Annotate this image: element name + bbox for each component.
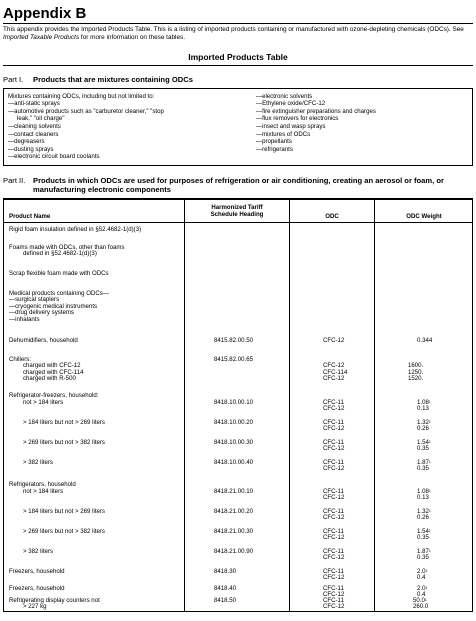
odc-value bbox=[323, 420, 363, 433]
odc-line: CFC-12 bbox=[323, 445, 345, 453]
weight-line: 0.35 bbox=[417, 445, 429, 453]
list-item: —electronic circuit board coolants bbox=[8, 153, 100, 161]
odc-weight bbox=[408, 363, 468, 383]
odc-weight bbox=[417, 420, 476, 433]
weight-line: 1.54 bbox=[417, 527, 429, 535]
weight-line: 1.87 bbox=[417, 547, 429, 555]
tariff-code: 8418.21.00.20 bbox=[214, 507, 253, 515]
product-line: —cryogenic medical instruments bbox=[9, 302, 98, 310]
footnote-mark: 1 bbox=[428, 528, 431, 533]
header-odc-weight: ODC Weight bbox=[406, 212, 442, 220]
product-name: > 184 liters but not > 269 liters bbox=[23, 507, 105, 515]
product-name: Refrigerator-freezers, household: bbox=[9, 391, 99, 399]
odc-line: CFC-11 bbox=[323, 487, 344, 495]
list-item: —fire extinguisher preparations and charges bbox=[256, 107, 376, 115]
product-line: —inhalants bbox=[9, 315, 40, 323]
tariff-code: 8418.10.00.10 bbox=[214, 398, 253, 406]
list-item: —dusting sprays bbox=[8, 145, 54, 153]
odc-weight bbox=[417, 460, 476, 473]
odc-weight bbox=[417, 569, 476, 582]
weight-line: 0.35 bbox=[417, 534, 429, 542]
appendix-title: Appendix B bbox=[3, 5, 87, 22]
weight-line: 0.13 bbox=[417, 405, 429, 413]
product-name: Dehumidifiers, household bbox=[9, 336, 78, 344]
weight-line: 0.26 bbox=[417, 514, 429, 522]
product-name: Rigid foam insulation defined in §52.4682-1(d)(3) bbox=[9, 225, 142, 233]
list-item: —degreasers bbox=[8, 138, 45, 146]
column-divider bbox=[289, 200, 290, 611]
tariff-code: 8415.82.00.65 bbox=[214, 355, 253, 363]
weight-line: 1.08 bbox=[417, 398, 429, 406]
odc-value bbox=[323, 598, 363, 611]
title-rule bbox=[3, 23, 473, 24]
odc-line: CFC-12 bbox=[323, 514, 345, 522]
weight-line: 50.0 bbox=[413, 596, 425, 604]
tariff-code: 8418.21.00.90 bbox=[214, 547, 253, 555]
list-item: —anti-static sprays bbox=[8, 100, 60, 108]
odc-line: CFC-114 bbox=[323, 368, 348, 376]
footnote-mark: 1 bbox=[425, 585, 428, 590]
odc-line: CFC-12 bbox=[323, 465, 345, 473]
odc-line: CFC-11 bbox=[323, 547, 344, 555]
weight-line: 1.32 bbox=[417, 507, 429, 515]
product-name: > 382 liters bbox=[23, 458, 53, 466]
list-item: —mixtures of ODCs bbox=[256, 130, 311, 138]
footnote-mark: 1 bbox=[428, 548, 431, 553]
product-name: > 184 liters but not > 269 liters bbox=[23, 418, 105, 426]
product-name: > 269 liters but not > 382 liters bbox=[23, 438, 105, 446]
part2-title: Products in which ODCs are used for purposes of refrigeration or air conditioning, creating an aerosol or foam, or manufacturing electronic components bbox=[33, 175, 444, 194]
odc-value bbox=[323, 529, 363, 542]
weight-line: 0.13 bbox=[417, 494, 429, 502]
weight-line: 0.4 bbox=[417, 574, 426, 582]
weight-line: 1.87 bbox=[417, 458, 429, 466]
odc-line: CFC-11 bbox=[323, 584, 344, 592]
header-tariff-code bbox=[185, 204, 289, 218]
weight-line: 1600. bbox=[408, 362, 424, 370]
product-line: > 227 kg bbox=[23, 603, 47, 611]
weight-line: 0.26 bbox=[417, 425, 429, 433]
odc-value bbox=[323, 440, 363, 453]
list-item: —contact cleaners bbox=[8, 130, 59, 138]
tariff-code: 8418.10.00.20 bbox=[214, 418, 253, 426]
product-name: Scrap flexible foam made with ODCs bbox=[9, 269, 109, 277]
footnote-mark: 1 bbox=[428, 508, 431, 513]
product-line: charged with R-500 bbox=[23, 375, 76, 383]
tariff-code: 8418.40 bbox=[214, 584, 237, 592]
list-item: —electronic solvents bbox=[256, 92, 313, 100]
odc-weight bbox=[417, 549, 476, 562]
table-title: Imported Products Table bbox=[188, 51, 288, 62]
list-item: —automotive products such as "carburetor cleaner," "stop bbox=[8, 107, 164, 115]
odc-value bbox=[323, 400, 363, 413]
intro-italic-ref: Imported Taxable Products bbox=[3, 33, 80, 41]
tariff-code: 8418.21.00.30 bbox=[214, 527, 253, 535]
header-odc: ODC bbox=[325, 212, 339, 220]
part1-number: Part I. bbox=[3, 74, 24, 84]
odc-value bbox=[323, 489, 363, 502]
odc-line: CFC-11 bbox=[323, 527, 344, 535]
weight-line: 2.0 bbox=[417, 584, 426, 592]
footnote-mark: 1 bbox=[428, 488, 431, 493]
footnote-mark: 1 bbox=[428, 459, 431, 464]
product-line: charged with CFC-12 bbox=[23, 362, 81, 370]
odc-line: CFC-12 bbox=[323, 375, 345, 383]
odc-value bbox=[323, 460, 363, 473]
product-line: Refrigerating display counters not bbox=[9, 596, 100, 604]
product-name bbox=[9, 245, 174, 258]
odc-weight bbox=[417, 400, 476, 413]
part2-number: Part II. bbox=[3, 175, 26, 185]
tariff-code: 8418.21.00.10 bbox=[214, 487, 253, 495]
product-line: defined in §52.4682-1(d)(3) bbox=[23, 250, 97, 258]
odc-line: CFC-11 bbox=[323, 567, 344, 575]
odc-line: CFC-12 bbox=[323, 494, 345, 502]
odc-line: CFC-11 bbox=[323, 458, 344, 466]
list-item: —Ethylene oxide/CFC-12 bbox=[256, 100, 326, 108]
odc-line: CFC-11 bbox=[323, 438, 344, 446]
odc-weight bbox=[417, 489, 476, 502]
part1-lead: Mixtures containing ODCs, including but not limited to: bbox=[8, 92, 155, 100]
odc-weight: 0.344 bbox=[417, 336, 433, 344]
part1-right-list bbox=[256, 93, 466, 154]
weight-line: 0.35 bbox=[417, 554, 429, 562]
product-line: charged with CFC-114 bbox=[23, 368, 84, 376]
product-line: Foams made with ODCs, other than foams bbox=[9, 243, 125, 251]
header-tariff-line1: Harmonized Tariff bbox=[211, 203, 263, 211]
footnote-mark: 1 bbox=[424, 597, 427, 602]
list-item: —insect and wasp sprays bbox=[256, 122, 326, 130]
column-divider bbox=[374, 200, 375, 611]
tariff-code: 8418.10.00.40 bbox=[214, 458, 253, 466]
tariff-code: 8415.82.00.50 bbox=[214, 336, 253, 344]
odc-line: CFC-11 bbox=[323, 596, 344, 604]
weight-line: 1250. bbox=[408, 368, 424, 376]
product-line: Chillers: bbox=[9, 355, 32, 363]
product-name bbox=[9, 291, 174, 324]
product-name: > 382 liters bbox=[23, 547, 53, 555]
part1-title: Products that are mixtures containing ODCs bbox=[33, 74, 193, 84]
product-line: —drug delivery systems bbox=[9, 309, 75, 317]
footnote-mark: 1 bbox=[428, 419, 431, 424]
table-header bbox=[4, 200, 472, 223]
weight-line: 1.08 bbox=[417, 487, 429, 495]
odc-line: CFC-11 bbox=[323, 418, 344, 426]
product-name: not > 184 liters bbox=[23, 398, 64, 406]
footnote-mark: 1 bbox=[428, 439, 431, 444]
odc-value bbox=[323, 363, 363, 383]
product-line: —surgical staplers bbox=[9, 296, 60, 304]
weight-line: 0.4 bbox=[417, 591, 426, 599]
product-name: Refrigerators, household bbox=[9, 480, 76, 488]
table-title-rule bbox=[3, 65, 473, 66]
weight-line: 1520. bbox=[408, 375, 424, 383]
odc-line: CFC-12 bbox=[323, 574, 345, 582]
document-page bbox=[3, 6, 473, 612]
product-name bbox=[9, 357, 174, 383]
odc-line: CFC-12 bbox=[323, 591, 345, 599]
header-product-name: Product Name bbox=[9, 212, 51, 220]
product-name: not > 184 liters bbox=[23, 487, 64, 495]
list-item: —cleaning solvents bbox=[8, 122, 61, 130]
tariff-code: 8418.30 bbox=[214, 567, 237, 575]
odc-line: CFC-12 bbox=[323, 603, 345, 611]
header-tariff-line2: Schedule Heading bbox=[210, 210, 264, 218]
intro-tail: for more information on these tables. bbox=[79, 33, 185, 41]
intro-paragraph bbox=[3, 26, 473, 42]
list-item: —flux removers for electronics bbox=[256, 115, 339, 123]
product-name: Freezers, household bbox=[9, 584, 65, 592]
odc-value bbox=[323, 569, 363, 582]
footnote-mark: 1 bbox=[428, 399, 431, 404]
part1-heading bbox=[3, 75, 473, 84]
weight-line: 1.54 bbox=[417, 438, 429, 446]
intro-text: This appendix provides the Imported Products Table. This is a listing of imported products containing or manufactured with ozone-depleting chemicals (ODCs). See bbox=[3, 26, 464, 33]
odc-weight bbox=[413, 598, 473, 611]
odc-value bbox=[323, 549, 363, 562]
odc-weight bbox=[417, 529, 476, 542]
odc-line: CFC-12 bbox=[323, 534, 345, 542]
weight-line: 260.0 bbox=[413, 603, 429, 611]
odc-line: CFC-11 bbox=[323, 507, 344, 515]
odc-line: CFC-12 bbox=[323, 405, 345, 413]
weight-line: 1.32 bbox=[417, 418, 429, 426]
list-item: —propellants bbox=[256, 138, 292, 146]
odc-line: CFC-12 bbox=[323, 554, 345, 562]
part1-box bbox=[3, 88, 473, 166]
product-name: Freezers, household bbox=[9, 567, 65, 575]
tariff-code: 8418.50 bbox=[214, 596, 237, 604]
tariff-code: 8418.10.00.30 bbox=[214, 438, 253, 446]
part2-heading bbox=[3, 176, 473, 194]
footnote-mark: 1 bbox=[425, 568, 428, 573]
weight-line: 0.35 bbox=[417, 465, 429, 473]
odc-line: CFC-12 bbox=[323, 425, 345, 433]
odc-line: CFC-12 bbox=[323, 362, 345, 370]
product-line: Medical products containing ODCs— bbox=[9, 289, 109, 297]
product-name bbox=[9, 598, 174, 611]
list-item: —refrigerants bbox=[256, 145, 293, 153]
odc-line: CFC-11 bbox=[323, 398, 344, 406]
product-name: > 269 liters but not > 382 liters bbox=[23, 527, 105, 535]
part2-table bbox=[3, 198, 473, 612]
odc-value: CFC-12 bbox=[323, 336, 345, 344]
weight-line: 2.0 bbox=[417, 567, 426, 575]
part1-left-list bbox=[8, 100, 248, 161]
odc-value bbox=[323, 509, 363, 522]
odc-weight bbox=[417, 509, 476, 522]
odc-weight bbox=[417, 440, 476, 453]
list-item: leak," "oil charge" bbox=[17, 115, 65, 123]
